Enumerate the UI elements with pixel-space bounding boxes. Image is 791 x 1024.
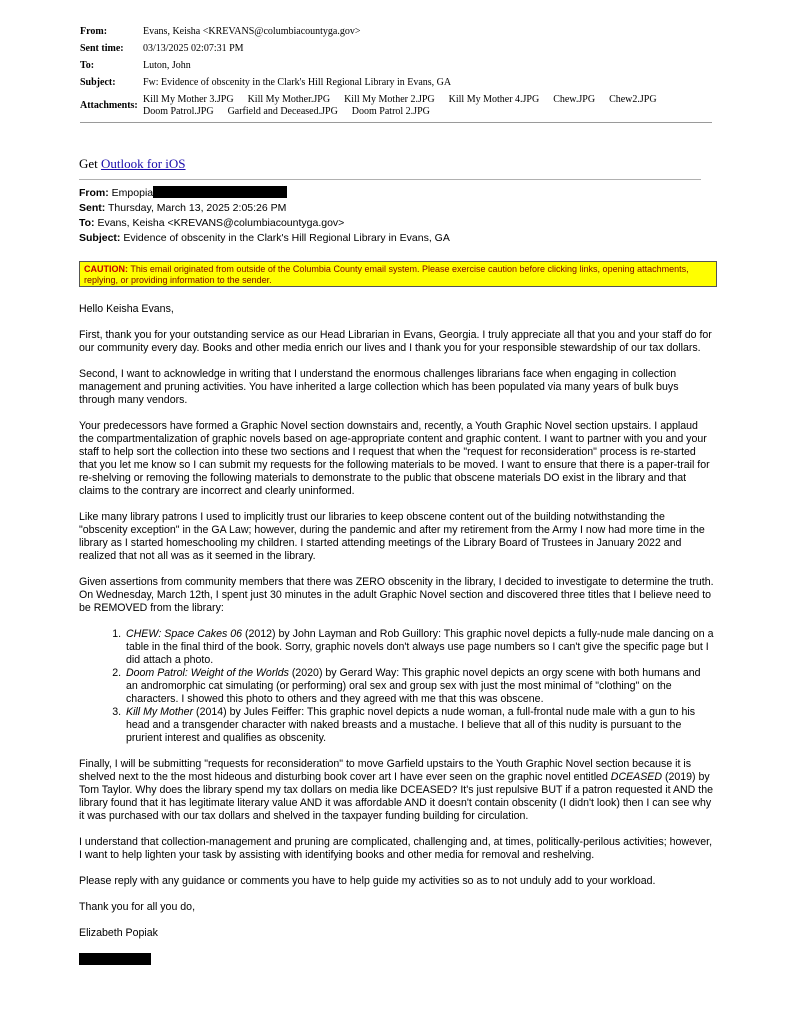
attachment-link[interactable]: Garfield and Deceased.JPG	[227, 106, 338, 117]
book-description: (2020) by Gerard Way: This graphic novel depicts an orgy scene with both humans and an andromorphic cat simulating (or performing) oral sex and group sex with just the most minimal of "clothing" on the characters. I showed this photo to others and they agreed with me that this was obscene.	[126, 667, 701, 705]
greeting: Hello Keisha Evans,	[79, 303, 174, 315]
attachment-link[interactable]: Chew.JPG	[553, 94, 596, 105]
list-item	[124, 667, 715, 706]
titles-list	[79, 628, 715, 745]
fwd-from-label: From:	[79, 187, 109, 199]
closing: Thank you for all you do,	[79, 901, 196, 913]
subject-value: Fw: Evidence of obscenity in the Clark's Hill Regional Library in Evans, GA	[143, 77, 452, 88]
to-label: To:	[80, 60, 95, 71]
paragraph: Your predecessors have formed a Graphic Novel section downstairs and, recently, a Youth Graphic Novel section upstairs. I applaud the compartmentalization of graphic novels based on age-appropriate content and graphic content. I want to partner with you and your staff to help sort the collection into these two sections and I request that when the "request for reconsideration" process is re-started that you let me know so I can submit my requests for the following materials to be moved. I want to ensure that there is a paper-trail for re-shelving or removing the following materials to demonstrate to the public that obscene materials DO exist in the library and that claims to the contrary are incorrect and clearly uninformed.	[79, 420, 710, 497]
forward-divider	[79, 179, 701, 180]
book-description: (2014) by Jules Feiffer: This graphic novel depicts a nude woman, a full-frontal nude male with a gun to his head and a transgender character with naked breasts and a mustache. I believe that all of this nudity is pursuant to the prurient interest and qualifies as obscenity.	[126, 706, 696, 744]
paragraph: Second, I want to acknowledge in writing that I understand the enormous challenges librarians face when engaging in collection management and pruning activities. You have inherited a large collection which has been populated via many years of bulk buys through many vendors.	[79, 368, 679, 406]
fwd-from-value: Empopia	[111, 187, 154, 199]
attachment-link[interactable]: Kill My Mother.JPG	[247, 94, 331, 105]
get-outlook-prefix: Get	[79, 156, 102, 171]
book-title: Kill My Mother	[126, 706, 194, 718]
signature-redaction-bar	[79, 953, 151, 965]
redaction-bar	[153, 186, 287, 198]
paragraph	[79, 758, 715, 823]
list-item	[124, 628, 715, 667]
attachment-link[interactable]: Doom Patrol.JPG	[143, 106, 214, 117]
attachment-link[interactable]: Chew2.JPG	[609, 94, 657, 105]
paragraph: Please reply with any guidance or comments you have to help guide my activities so as to not unduly add to your workload.	[79, 875, 656, 887]
attachment-link[interactable]: Kill My Mother 4.JPG	[448, 94, 540, 105]
paragraph: Given assertions from community members that there was ZERO obscenity in the library, I decided to investigate to determine the truth. On Wednesday, March 12th, I spent just 30 minutes in the adult Graphic Novel section and discovered three titles that I believe need to be REMOVED from the library:	[79, 576, 714, 614]
email-body	[79, 303, 715, 965]
outlook-ios-link[interactable]: Outlook for iOS	[101, 156, 186, 171]
book-description: (2012) by John Layman and Rob Guillory: This graphic novel depicts a fully-nude male dancing on a table in the final third of the book. Sorry, graphic novels don't always use page numbers so I can't give the specific page but I did attach a photo.	[126, 628, 714, 666]
attachments-list	[143, 94, 712, 118]
attachment-link[interactable]: Kill My Mother 2.JPG	[344, 94, 435, 105]
paragraph: I understand that collection-management and pruning are complicated, challenging and, at times, politically-perilous activities; however, I want to help lighten your task by assisting with identifying books and other media for removal and reshelving.	[79, 836, 713, 861]
caution-label: CAUTION:	[84, 264, 128, 274]
attachment-link[interactable]: Kill My Mother 3.JPG	[143, 94, 234, 105]
book-title: Doom Patrol: Weight of the Worlds	[126, 667, 289, 679]
paragraph: Like many library patrons I used to implicitly trust our libraries to keep obscene content out of the building notwithstanding the "obscenity exception" in the GA Law; however, during the pandemic and after my retirement from the Army I now had more time in the library as I started homeschooling my children. I started attending meetings of the Library Board of Trustees in January 2022 and realized that not all was as it seemed in the library.	[79, 511, 705, 562]
fwd-to-value: Evans, Keisha <KREVANS@columbiacountyga.gov>	[97, 217, 345, 229]
fwd-sent-label: Sent:	[79, 202, 106, 214]
email-header	[80, 26, 712, 118]
from-label: From:	[80, 26, 108, 37]
paragraph-text: Finally, I will be submitting "requests for reconsideration" to move Garfield upstairs to the Youth Graphic Novel section because it is shelved next to the the most hideous and disturbing book cover art I have ever seen on the graphic novel entitled	[79, 758, 692, 783]
fwd-sent-value: Thursday, March 13, 2025 2:05:26 PM	[107, 202, 287, 214]
from-value: Evans, Keisha <KREVANS@columbiacountyga.gov>	[143, 26, 361, 37]
signature-name: Elizabeth Popiak	[79, 927, 158, 939]
paragraph: First, thank you for your outstanding service as our Head Librarian in Evans, Georgia. I truly appreciate all that you and your staff do for our community every day. Books and other media enrich our lives and I thank you for your responsible stewardship of our tax dollars.	[79, 329, 712, 354]
sent-time-label: Sent time:	[80, 43, 124, 54]
forwarded-header	[79, 186, 450, 246]
paragraph-text: (2019) by Tom Taylor. Why does the library spend my tax dollars on media like DCEASED? It's just repulsive BUT if a patron requested it AND the library found that it has legitimate literary value AND it was affordable AND it doesn't contain obscenity (I didn't look) then I can see why it was purchased with our tax dollars and shelved in the taxpayer funding building for circulation.	[79, 771, 714, 822]
attachments-label: Attachments:	[80, 100, 138, 111]
to-value: Luton, John	[143, 60, 191, 71]
get-outlook-line	[79, 156, 186, 172]
fwd-to-label: To:	[79, 217, 95, 229]
fwd-subject-value: Evidence of obscenity in the Clark's Hill Regional Library in Evans, GA	[123, 232, 450, 244]
list-item	[124, 706, 715, 745]
fwd-subject-label: Subject:	[79, 232, 121, 244]
header-divider	[80, 122, 712, 123]
book-title: CHEW: Space Cakes 06	[126, 628, 242, 640]
caution-text: This email originated from outside of the Columbia County email system. Please exercise caution before clicking links, opening attachments, replying, or providing information to the sender.	[84, 264, 689, 285]
external-email-caution-banner	[79, 261, 717, 287]
attachment-link[interactable]: Doom Patrol 2.JPG	[351, 106, 430, 117]
book-title: DCEASED	[610, 771, 663, 783]
sent-time-value: 03/13/2025 02:07:31 PM	[143, 43, 244, 54]
subject-label: Subject:	[80, 77, 116, 88]
